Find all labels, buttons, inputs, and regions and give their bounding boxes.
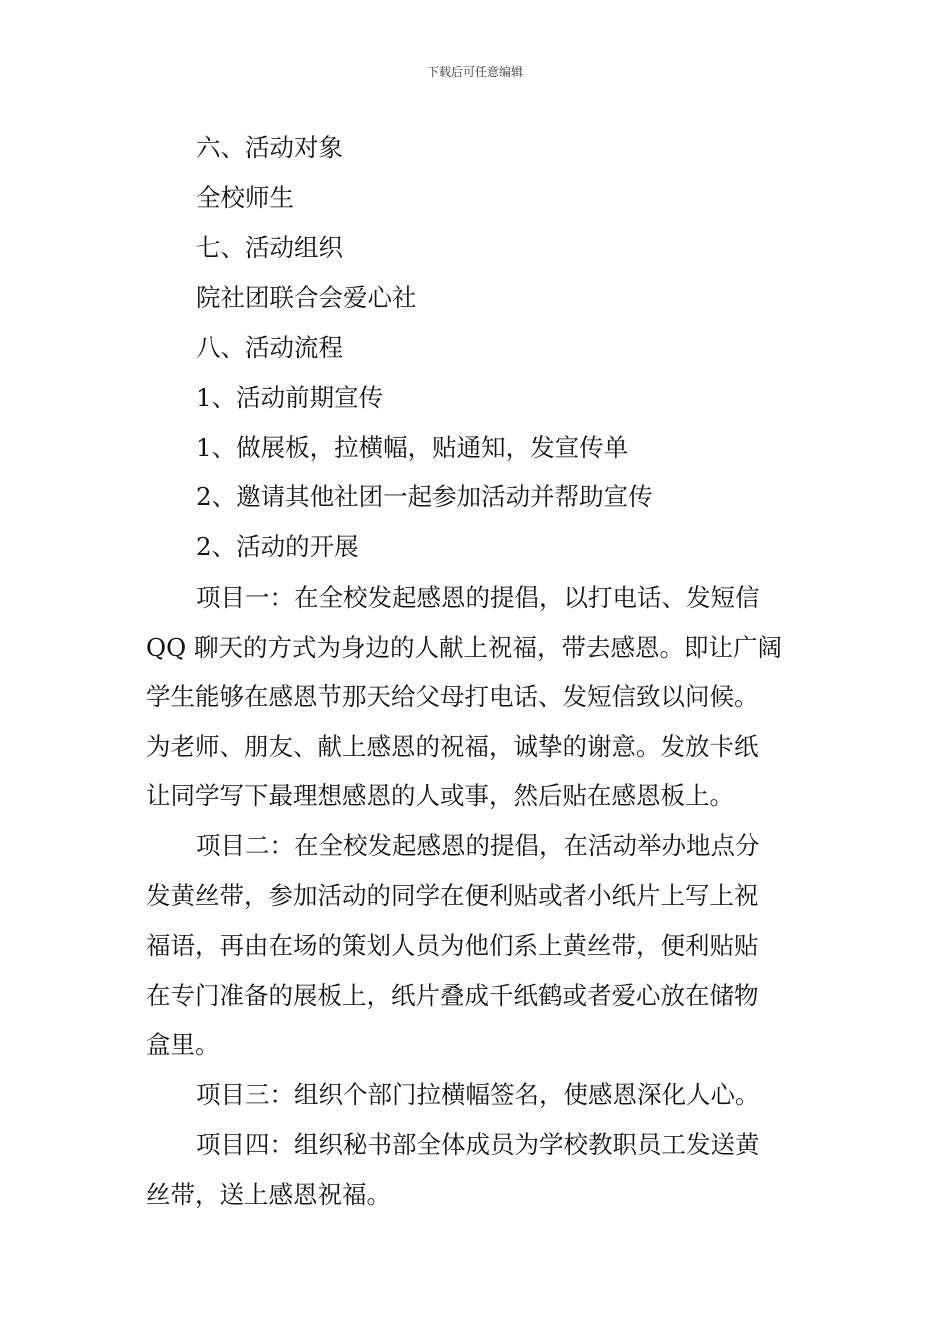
paragraph-line: 在专门准备的展板上，纸片叠成千纸鹤或者爱心放在储物 xyxy=(146,981,759,1010)
paragraph-line: QQ 聊天的方式为身边的人献上祝福，带去感恩。即让广阔 xyxy=(146,633,782,662)
list-item: 2、邀请其他社团一起参加活动并帮助宣传 xyxy=(196,482,653,511)
page-header-note: 下载后可任意编辑 xyxy=(426,65,523,79)
paragraph-line: 项目四：组织秘书部全体成员为学校教职员工发送黄 xyxy=(196,1130,760,1159)
paragraph-line: 发黄丝带，参加活动的同学在便利贴或者小纸片上写上祝 xyxy=(146,881,759,910)
section-heading-process: 八、活动流程 xyxy=(196,333,343,362)
paragraph-line: 丝带，送上感恩祝福。 xyxy=(146,1180,391,1209)
paragraph-line: 福语，再由在场的策划人员为他们系上黄丝带，便利贴贴 xyxy=(146,931,759,960)
section-heading-organization: 七、活动组织 xyxy=(196,233,343,262)
list-item: 1、做展板，拉横幅，贴通知，发宣传单 xyxy=(196,433,629,462)
paragraph-line: 让同学写下最理想感恩的人或事，然后贴在感恩板上。 xyxy=(146,781,734,810)
paragraph-line: 项目三：组织个部门拉横幅签名，使感恩深化人心。 xyxy=(196,1080,760,1109)
paragraph-line: 项目二：在全校发起感恩的提倡，在活动举办地点分 xyxy=(196,831,760,860)
paragraph-line: 全校师生 xyxy=(196,183,294,212)
paragraph-line: 盒里。 xyxy=(146,1030,220,1059)
paragraph-line: 项目一：在全校发起感恩的提倡，以打电话、发短信 xyxy=(196,583,760,612)
paragraph-line: 为老师、朋友、献上感恩的祝福，诚挚的谢意。发放卡纸 xyxy=(146,732,759,761)
subsection-heading: 2、活动的开展 xyxy=(196,532,359,561)
paragraph-line: 院社团联合会爱心社 xyxy=(196,283,417,312)
section-heading-target: 六、活动对象 xyxy=(196,133,343,162)
subsection-heading: 1、活动前期宣传 xyxy=(196,383,384,412)
paragraph-line: 学生能够在感恩节那天给父母打电话、发短信致以问候。 xyxy=(146,682,759,711)
